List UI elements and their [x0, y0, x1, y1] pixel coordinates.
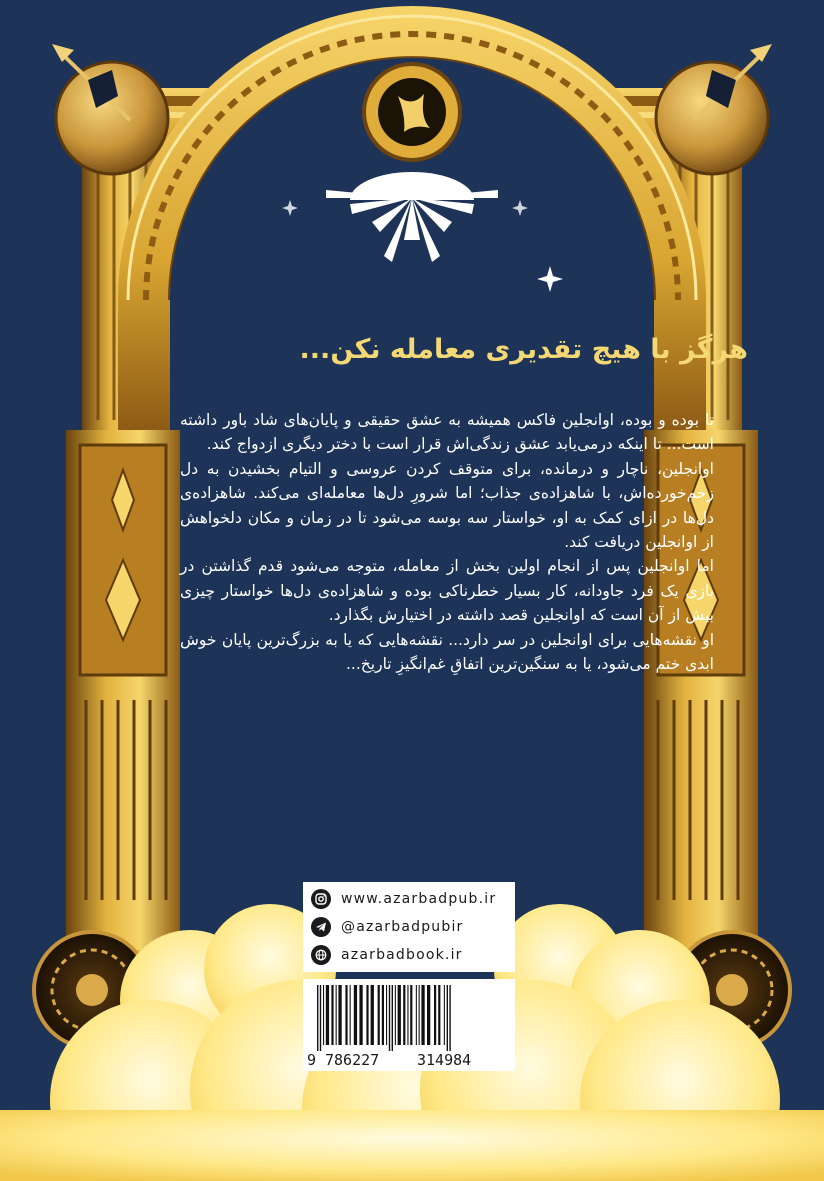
- description-paragraph: تا بوده و بوده، اوانجلین فاکس همیشه به عشق حقیقی و پایان‌های شاد باور داشته است... تا اینکه درمی‌یابد عشق زندگی‌اش قرار است با دختر دیگری ازدواج کند.: [180, 411, 714, 454]
- web-link[interactable]: [311, 943, 511, 967]
- tagline: هرگز با هیچ تقدیری معامله نکن...: [299, 334, 748, 365]
- website-text: www.azarbadpub.ir: [341, 891, 497, 907]
- barcode-bar: [323, 985, 324, 1045]
- barcode-bar: [416, 985, 417, 1045]
- barcode-bar: [382, 985, 384, 1045]
- globe-icon: [311, 945, 331, 965]
- barcode-bar: [354, 985, 357, 1045]
- isbn-barcode: [303, 979, 515, 1071]
- barcode-bar: [345, 985, 347, 1045]
- barcode-bar: [359, 985, 362, 1045]
- barcode-bar: [395, 985, 396, 1045]
- instagram-icon: [311, 889, 331, 909]
- barcode-bar: [392, 985, 393, 1051]
- barcode-bar: [350, 985, 351, 1045]
- telegram-text: @azarbadpubir: [341, 919, 464, 935]
- barcode-bar: [438, 985, 440, 1045]
- barcode-bar: [410, 985, 412, 1045]
- telegram-link[interactable]: [311, 915, 511, 939]
- barcode-bar: [366, 985, 368, 1045]
- barcode-bar: [336, 985, 337, 1045]
- barcode-bar: [398, 985, 401, 1045]
- barcode-bar: [338, 985, 341, 1045]
- description-paragraph: اما اوانجلین پس از انجام اولین بخش از معامله، متوجه می‌شود قدم گذاشتن در بازی یک فرد جاودانه، کار بسیار خطرناکی بوده و شاهزاده‌ی دل‌ها خواستار چیزی بیش از آن است که اوانجلین قصد داشته در اختیارش بگذارد.: [180, 557, 714, 625]
- publisher-contacts: [303, 882, 515, 972]
- barcode-bars: [317, 985, 501, 1051]
- website-link[interactable]: [311, 887, 511, 911]
- barcode-bar: [407, 985, 408, 1045]
- book-description: [180, 408, 714, 676]
- barcode-bar: [371, 985, 374, 1045]
- barcode-bar: [403, 985, 405, 1045]
- isbn-group-2: 314984: [417, 1051, 472, 1069]
- description-paragraph: او نقشه‌هایی برای اوانجلین در سر دارد... نقشه‌هایی که یا به بزرگ‌ترین پایان خوش ابدی ختم می‌شود، یا به سنگین‌ترین اتفاقِ غم‌انگیزِ تاریخ...: [180, 630, 714, 674]
- barcode-bar: [444, 985, 445, 1045]
- barcode-bar: [447, 985, 448, 1051]
- telegram-icon: [311, 917, 331, 937]
- barcode-bar: [449, 985, 450, 1051]
- barcode-bar: [331, 985, 333, 1045]
- web-text: azarbadbook.ir: [341, 947, 463, 963]
- barcode-bar: [326, 985, 329, 1045]
- barcode-bar: [317, 985, 318, 1051]
- barcode-bar: [389, 985, 390, 1051]
- barcode-bar: [421, 985, 424, 1045]
- barcode-bar: [434, 985, 436, 1045]
- isbn-first-digit: 9: [307, 1051, 317, 1069]
- barcode-bar: [320, 985, 321, 1051]
- barcode-bar: [419, 985, 420, 1045]
- barcode-bar: [386, 985, 387, 1045]
- isbn-group-1: 786227: [325, 1051, 380, 1069]
- barcode-bar: [378, 985, 380, 1045]
- barcode-bar: [427, 985, 430, 1045]
- description-paragraph: اوانجلین، ناچار و درمانده، برای متوقف کردن عروسی و التیام بخشیدن به دل زخم‌خورده‌اش، با شاهزاده‌ی جذاب؛ اما شرورِ دل‌ها معامله‌ای می‌کند. شاهزاده‌ی دل‌ها در ازای کمک به او، خواستار سه بوسه می‌شود تا در زمان و مکان دلخواهش از اوانجلین دریافت کند.: [180, 459, 714, 552]
